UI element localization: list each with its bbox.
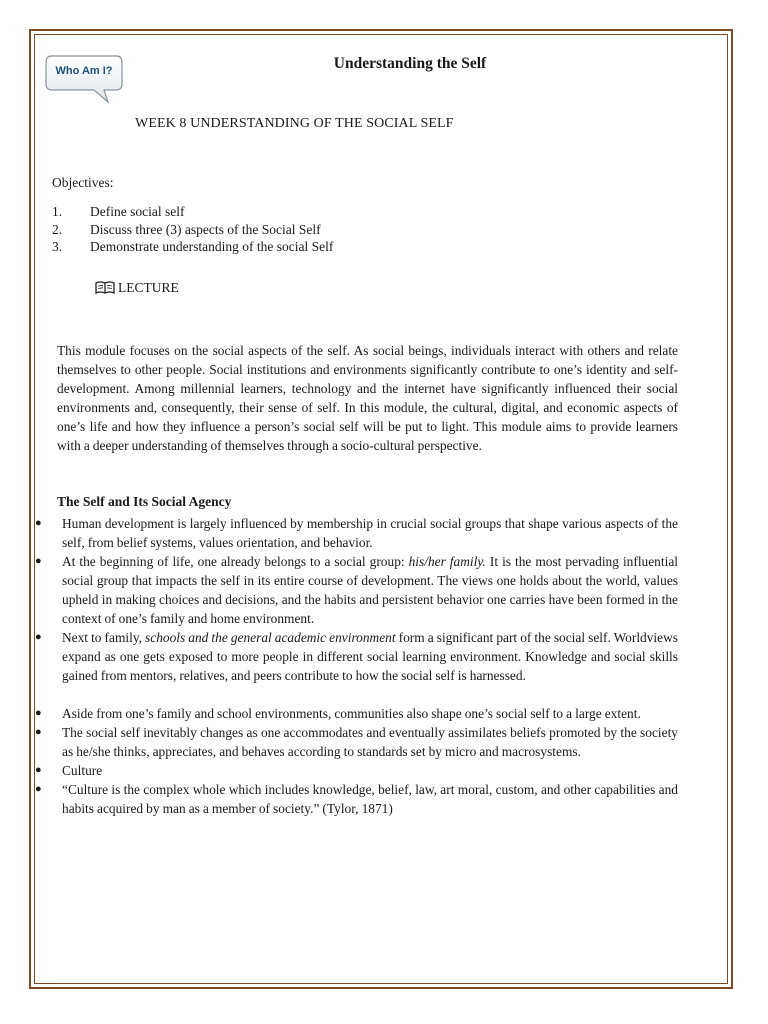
objective-text: Define social self xyxy=(90,204,185,219)
bullet-item xyxy=(35,723,678,761)
intro-paragraph: This module focuses on the social aspects of the self. As social beings, individuals interact with others and relate themselves to other people. Social institutions and environments significantly contribute to one’s identity and self-development. Among millennial learners, technology and the internet have significantly influenced their social environments and, consequently, their sense of self. In this module, the cultural, digital, and economic aspects of one’s life and how they influence a person’s social self will be put to light. This module aims to provide learners with a deeper understanding of themselves through a socio-cultural perspective. xyxy=(57,343,678,453)
speech-bubble-icon xyxy=(44,52,124,104)
document-title: Understanding the Self xyxy=(333,55,487,72)
bullet-item xyxy=(35,780,678,818)
bullet-text-pre: Next to family, xyxy=(62,630,146,645)
logo-text: Who Am I? xyxy=(55,65,113,77)
objective-text: Demonstrate understanding of the social Self xyxy=(90,239,334,254)
book-icon xyxy=(95,281,115,295)
bullet-text: “Culture is the complex whole which includes knowledge, belief, law, art moral, custom, and other capabilities and habits acquired by man as a member of society.” (Tylor, 1871) xyxy=(62,782,678,816)
bullet-text: Human development is largely influenced by membership in crucial social groups that shape various aspects of the self, from belief systems, values orientation, and behavior. xyxy=(62,516,678,550)
bullet-icon: ● xyxy=(35,783,42,795)
objective-text: Discuss three (3) aspects of the Social Self xyxy=(90,221,321,237)
bullet-icon: ● xyxy=(35,631,42,643)
objective-number: 2. xyxy=(52,221,63,237)
bullet-text: Aside from one’s family and school environments, communities also shape one’s social self to a large extent. xyxy=(62,706,641,721)
bullet-item xyxy=(35,704,678,723)
bullet-item xyxy=(35,514,678,552)
bullet-icon: ● xyxy=(35,707,42,719)
bullet-text: Culture xyxy=(62,763,103,778)
bullet-icon: ● xyxy=(35,555,42,567)
bullet-item xyxy=(35,552,678,628)
bullet-text: The social self inevitably changes as one accommodates and eventually assimilates beliefs promoted by the society as he/she thinks, appreciates, and behaves according to standards set by micro and macrosystems. xyxy=(62,725,678,759)
bullet-item xyxy=(35,761,678,780)
week-heading: WEEK 8 UNDERSTANDING OF THE SOCIAL SELF xyxy=(135,116,454,131)
bullet-icon: ● xyxy=(35,726,42,738)
bullet-text xyxy=(62,628,678,685)
objectives-heading: Objectives: xyxy=(52,175,114,190)
bullet-icon: ● xyxy=(35,764,42,776)
bullet-item xyxy=(35,628,678,685)
objective-number: 1. xyxy=(52,204,63,219)
bullet-text-post: form a significant part of the social self. Worldviews expand as one gets exposed to more people in different social learning environment. Knowledge and social skills gained from mentors, relatives, and peers contribute to how the social self is harnessed. xyxy=(62,630,678,683)
section-heading: The Self and Its Social Agency xyxy=(57,494,232,509)
objectives-list xyxy=(52,203,452,256)
bullet-text-pre: At the beginning of life, one already belongs to a social group: xyxy=(62,554,409,569)
spacer xyxy=(35,685,678,704)
bullet-text xyxy=(62,552,678,628)
who-am-i-logo xyxy=(44,52,124,104)
bullet-text-emphasis: his/her family. xyxy=(408,554,486,569)
objective-item xyxy=(52,221,452,239)
objective-item xyxy=(52,238,452,256)
objective-number: 3. xyxy=(52,239,63,254)
lecture-text: LECTURE xyxy=(118,280,179,295)
bullet-text-post: It is the most pervading influential social group that impacts the self in its entire course of development. The views one holds about the world, values upheld in making choices and decisions, and the habits and persistent behavior one carries have been formed in the context of one’s family and home environment. xyxy=(62,554,678,626)
bullet-list xyxy=(35,514,678,818)
objective-item xyxy=(52,203,452,221)
bullet-icon: ● xyxy=(35,517,42,529)
lecture-label xyxy=(95,280,179,296)
bullet-text-emphasis: schools and the general academic environment xyxy=(145,630,396,645)
